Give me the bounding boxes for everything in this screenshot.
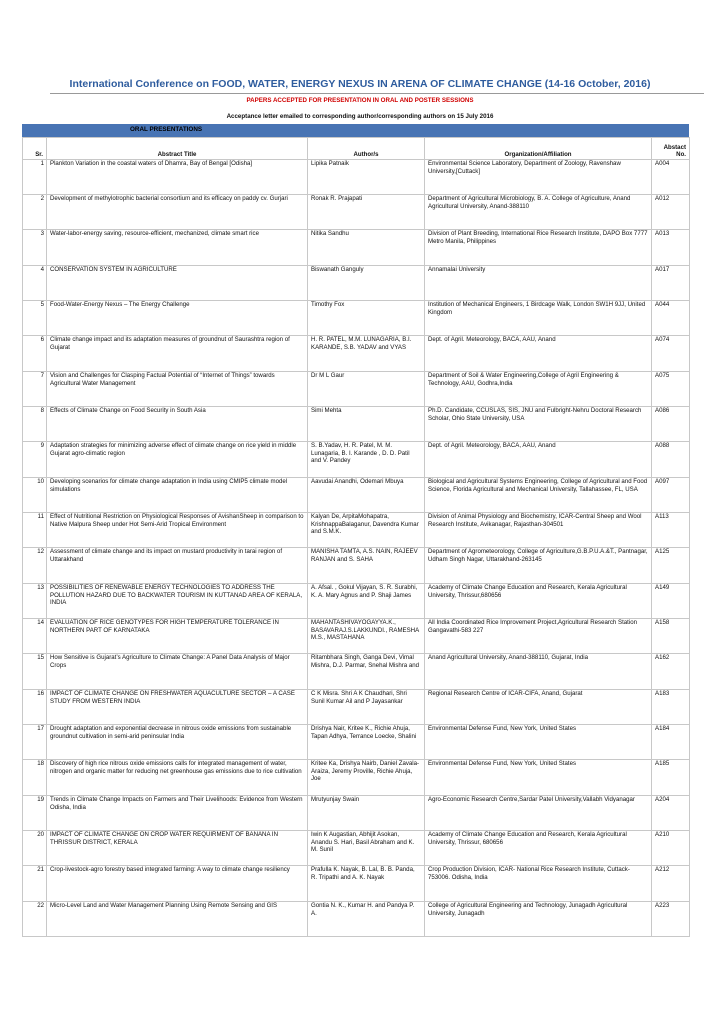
cell-authors: C K Misra. Shri A K Chaudhari, Shri Sunil Kumar Ail and P Jayasankar xyxy=(308,690,425,725)
cell-organization: Environmental Defense Fund, New York, United States xyxy=(425,725,652,760)
cell-sr: 2 xyxy=(23,195,47,230)
table-row xyxy=(23,372,690,407)
acceptance-note: Acceptance letter emailed to corresponding author/corresponding authors on 15 July 2016 xyxy=(226,113,494,120)
cell-sr: 5 xyxy=(23,301,47,336)
accepted-papers-subtitle: PAPERS ACCEPTED FOR PRESENTATION IN ORAL AND POSTER SESSIONS xyxy=(246,97,474,104)
column-header-abstract-no: Abstact No. xyxy=(652,138,690,160)
section-title: ORAL PRESENTATIONS xyxy=(130,126,203,133)
cell-title: Developing scenarios for climate change adaptation in India using CMIP5 climate model simulations xyxy=(47,478,308,513)
cell-sr: 17 xyxy=(23,725,47,760)
cell-abstract-no: A158 xyxy=(652,619,690,654)
cell-organization: Annamalai University xyxy=(425,266,652,301)
cell-title: Effects of Climate Change on Food Security in South Asia xyxy=(47,407,308,442)
table-row xyxy=(23,336,690,372)
cell-sr: 16 xyxy=(23,690,47,725)
cell-title: IMPACT OF CLIMATE CHANGE ON FRESHWATER AQUACULTURE SECTOR – A CASE STUDY FROM WESTERN INDIA xyxy=(47,690,308,725)
table-row xyxy=(23,654,690,690)
table-row xyxy=(23,160,690,195)
table-row xyxy=(23,796,690,831)
cell-sr: 12 xyxy=(23,548,47,584)
cell-organization: Dept. of Agril. Meteorology, BACA, AAU, Anand xyxy=(425,442,652,478)
cell-authors: Mrutyunjay Swain xyxy=(308,796,425,831)
cell-organization: Anand Agricultural University, Anand-388110, Gujarat, India xyxy=(425,654,652,690)
cell-authors: Kalyan De, ArpitaMohapatra, KrishnappaBalaganur, Davendra Kumar and S.M.K. xyxy=(308,513,425,548)
table-row xyxy=(23,584,690,619)
table-row xyxy=(23,760,690,796)
cell-abstract-no: A017 xyxy=(652,266,690,301)
table-row xyxy=(23,619,690,654)
column-header-authors: Author/s xyxy=(308,138,425,160)
cell-authors: Iwin K Augastian, Abhijit Asokan, Anandu S. Hari, Basil Abraham and K. M. Sunil xyxy=(308,831,425,866)
table-row xyxy=(23,690,690,725)
cell-abstract-no: A074 xyxy=(652,336,690,372)
table-header-row xyxy=(23,138,690,160)
cell-authors: Prafulla K. Nayak, B. Lal, B. B. Panda, R. Tripathi and A. K. Nayak xyxy=(308,866,425,902)
cell-sr: 11 xyxy=(23,513,47,548)
cell-abstract-no: A012 xyxy=(652,195,690,230)
cell-organization: Ph.D. Candidate, CCUSLAS, SIS, JNU and Fulbright-Nehru Doctoral Research Scholar, Ohio State University, USA xyxy=(425,407,652,442)
table-row xyxy=(23,442,690,478)
cell-title: EVALUATION OF RICE GENOTYPES FOR HIGH TEMPERATURE TOLERANCE IN NORTHERN PART OF KARNATAKA xyxy=(47,619,308,654)
table-row xyxy=(23,478,690,513)
cell-title: Adaptation strategies for minimizing adverse effect of climate change on rice yield in middle Gujarat agro-climatic region xyxy=(47,442,308,478)
cell-sr: 1 xyxy=(23,160,47,195)
cell-authors: S. B.Yadav, H. R. Patel, M. M. Lunagaria, B. I. Karande , D. D. Patil and V. Pandey xyxy=(308,442,425,478)
cell-authors: Dr M L Gaur xyxy=(308,372,425,407)
cell-title: Discovery of high rice nitrous oxide emissions calls for integrated management of water, nitrogen and organic matter for reducing net greenhouse gas emissions due to rice cultivation xyxy=(47,760,308,796)
cell-title: Assessment of climate change and its impact on mustard productivity in tarai region of Uttarakhand xyxy=(47,548,308,584)
cell-title: Climate change impact and its adaptation measures of groundnut of Saurashtra region of Gujarat xyxy=(47,336,308,372)
cell-organization: Biological and Agricultural Systems Engineering, College of Agricultural and Food Science, Florida Agricultural and Mechanical University, Tallahassee, FL, USA xyxy=(425,478,652,513)
cell-abstract-no: A097 xyxy=(652,478,690,513)
cell-authors: A. Afsal. , Gokul Vijayan, S. R. Surabhi, K. A. Mary Agnus and P. Shaji James xyxy=(308,584,425,619)
cell-sr: 4 xyxy=(23,266,47,301)
cell-authors: Nitika Sandhu xyxy=(308,230,425,266)
cell-abstract-no: A149 xyxy=(652,584,690,619)
cell-authors: Ritambhara Singh, Ganga Devi, Vimal Mishra, D.J. Parmar, Snehal Mishra and xyxy=(308,654,425,690)
table-row xyxy=(23,301,690,336)
cell-authors: Biswanath Ganguly xyxy=(308,266,425,301)
table-row xyxy=(23,195,690,230)
cell-abstract-no: A184 xyxy=(652,725,690,760)
cell-title: Water-labor-energy saving, resource-efficient, mechanized, climate smart rice xyxy=(47,230,308,266)
cell-title: IMPACT OF CLIMATE CHANGE ON CROP WATER REQUIRMENT OF BANANA IN THRISSUR DISTRICT, KERALA xyxy=(47,831,308,866)
column-header-sr: Sr. xyxy=(23,138,47,160)
cell-sr: 22 xyxy=(23,902,47,937)
cell-sr: 6 xyxy=(23,336,47,372)
table-row xyxy=(23,902,690,937)
cell-title: Plankton Variation in the coastal waters of Dhamra, Bay of Bengal [Odisha] xyxy=(47,160,308,195)
cell-sr: 7 xyxy=(23,372,47,407)
cell-abstract-no: A086 xyxy=(652,407,690,442)
cell-abstract-no: A223 xyxy=(652,902,690,937)
cell-abstract-no: A113 xyxy=(652,513,690,548)
cell-organization: Academy of Climate Change Education and Research, Kerala Agricultural University, Thrissur, 680656 xyxy=(425,831,652,866)
cell-abstract-no: A183 xyxy=(652,690,690,725)
cell-title: Development of methylotrophic bacterial consortium and its efficacy on paddy cv. Gurjari xyxy=(47,195,308,230)
cell-authors: MAHANTASHIVAYOGAYYA.K., BASAVARAJ.S.LAKKUNDI., RAMESHA M.S., MASTAHANA xyxy=(308,619,425,654)
cell-authors: H. R. PATEL, M.M. LUNAGARIA, B.I. KARANDE, S.B. YADAV and VYAS xyxy=(308,336,425,372)
cell-organization: Department of Agricultural Microbiology, B. A. College of Agriculture, Anand Agricultural University, Anand-388110 xyxy=(425,195,652,230)
cell-organization: Regional Research Centre of ICAR-CIFA, Anand, Gujarat xyxy=(425,690,652,725)
cell-sr: 10 xyxy=(23,478,47,513)
cell-sr: 8 xyxy=(23,407,47,442)
cell-authors: Lipika Patnaik xyxy=(308,160,425,195)
cell-organization: All India Coordinated Rice Improvement Project,Agricultural Research Station Gangavathi-583 227 xyxy=(425,619,652,654)
cell-organization: Crop Production Division, ICAR- National Rice Research Institute, Cuttack- 753006. Odisha, India xyxy=(425,866,652,902)
cell-organization: Division of Plant Breeding, International Rice Research Institute, DAPO Box 7777 Metro Manila, Philippines xyxy=(425,230,652,266)
table-row xyxy=(23,230,690,266)
cell-authors: Simi Mehta xyxy=(308,407,425,442)
table-row xyxy=(23,548,690,584)
cell-organization: Environmental Defense Fund, New York, United States xyxy=(425,760,652,796)
cell-authors: Timothy Fox xyxy=(308,301,425,336)
cell-organization: Institution of Mechanical Engineers, 1 Birdcage Walk, London SW1H 9JJ, United Kingdom xyxy=(425,301,652,336)
cell-organization: Environmental Science Laboratory, Department of Zoology, Ravenshaw University,[Cuttack] xyxy=(425,160,652,195)
cell-organization: Academy of Climate Change Education and Research, Kerala Agricultural University, Thrissur,680656 xyxy=(425,584,652,619)
table-row xyxy=(23,725,690,760)
cell-abstract-no: A185 xyxy=(652,760,690,796)
cell-authors: MANISHA TAMTA, A.S. NAIN, RAJEEV RANJAN and S. SAHA xyxy=(308,548,425,584)
cell-title: Effect of Nutritional Restriction on Physiological Responses of AvishanSheep in comparison to Native Malpura Sheep under Hot Semi-Arid Tropical Environment xyxy=(47,513,308,548)
cell-abstract-no: A210 xyxy=(652,831,690,866)
cell-organization: Department of Soil & Water Engineering,College of Agril Engineering & Technology, AAU, Godhra,India xyxy=(425,372,652,407)
cell-title: Trends in Climate Change Impacts on Farmers and Their Livelihoods: Evidence from Western Odisha, India xyxy=(47,796,308,831)
cell-organization: Agro-Economic Research Centre,Sardar Patel University,Vallabh Vidyanagar xyxy=(425,796,652,831)
cell-abstract-no: A088 xyxy=(652,442,690,478)
cell-title: POSSIBILITIES OF RENEWABLE ENERGY TECHNOLOGIES TO ADDRESS THE POLLUTION HAZARD DUE TO BACKWATER TOURISM IN KUTTANAD AREA OF KERALA, INDIA xyxy=(47,584,308,619)
cell-title: Food-Water-Energy Nexus – The Energy Challenge xyxy=(47,301,308,336)
cell-authors: Ronak R. Prajapati xyxy=(308,195,425,230)
title-underline xyxy=(50,93,704,94)
cell-abstract-no: A013 xyxy=(652,230,690,266)
cell-title: How Sensitive is Gujarat’s Agriculture to Climate Change: A Panel Data Analysis of Major Crops xyxy=(47,654,308,690)
cell-title: CONSERVATION SYSTEM IN AGRICULTURE xyxy=(47,266,308,301)
cell-abstract-no: A075 xyxy=(652,372,690,407)
cell-abstract-no: A125 xyxy=(652,548,690,584)
table-row xyxy=(23,866,690,902)
cell-abstract-no: A044 xyxy=(652,301,690,336)
table-row xyxy=(23,831,690,866)
cell-abstract-no: A004 xyxy=(652,160,690,195)
cell-sr: 20 xyxy=(23,831,47,866)
cell-authors: Drishya Nair, Kritee K., Richie Ahuja, Tapan Adhya, Terrance Loecke, Shalini xyxy=(308,725,425,760)
conference-title: International Conference on FOOD, WATER, ENERGY NEXUS IN ARENA OF CLIMATE CHANGE (14-16 October, 2016) xyxy=(69,78,651,90)
cell-organization: Division of Animal Physiology and Biochemistry, ICAR-Central Sheep and Wool Research Institute, Avikanagar, Rajasthan-304501 xyxy=(425,513,652,548)
cell-title: Crop-livestock-agro forestry based integrated farming: A way to climate change resiliency xyxy=(47,866,308,902)
cell-abstract-no: A162 xyxy=(652,654,690,690)
section-header-bar xyxy=(22,124,689,137)
table-row xyxy=(23,513,690,548)
papers-table xyxy=(22,137,690,937)
cell-sr: 21 xyxy=(23,866,47,902)
table-row xyxy=(23,407,690,442)
cell-sr: 3 xyxy=(23,230,47,266)
cell-organization: College of Agricultural Engineering and Technology, Junagadh Agricultural University, Junagadh xyxy=(425,902,652,937)
cell-organization: Dept. of Agril. Meteorology, BACA, AAU, Anand xyxy=(425,336,652,372)
cell-sr: 15 xyxy=(23,654,47,690)
cell-sr: 19 xyxy=(23,796,47,831)
cell-sr: 14 xyxy=(23,619,47,654)
table-row xyxy=(23,266,690,301)
cell-abstract-no: A212 xyxy=(652,866,690,902)
cell-authors: Kritee Ka, Drishya Nairb, Daniel Zavala-Araiza, Jeremy Proville, Richie Ahuja, Joe xyxy=(308,760,425,796)
cell-abstract-no: A204 xyxy=(652,796,690,831)
cell-authors: Gontia N. K., Kumar H. and Pandya P. A. xyxy=(308,902,425,937)
cell-sr: 13 xyxy=(23,584,47,619)
cell-title: Vision and Challenges for Clasping Factual Potential of “Internet of Things” towards Agricultural Water Management xyxy=(47,372,308,407)
cell-title: Drought adaptation and exponential decrease in nitrous oxide emissions from sustainable groundnut cultivation in semi-arid peninsular India xyxy=(47,725,308,760)
cell-organization: Department of Agrometeorology, College of Agriculture,G.B.P.U.A.&T., Pantnagar, Udham Singh Nagar, Uttarakhand-263145 xyxy=(425,548,652,584)
cell-title: Micro-Level Land and Water Management Planning Using Remote Sensing and GIS xyxy=(47,902,308,937)
cell-authors: Aavudai Anandhi, Odemari Mbuya xyxy=(308,478,425,513)
column-header-organization: Organization/Affiliation xyxy=(425,138,652,160)
cell-sr: 9 xyxy=(23,442,47,478)
cell-sr: 18 xyxy=(23,760,47,796)
column-header-title: Abstract Title xyxy=(47,138,308,160)
